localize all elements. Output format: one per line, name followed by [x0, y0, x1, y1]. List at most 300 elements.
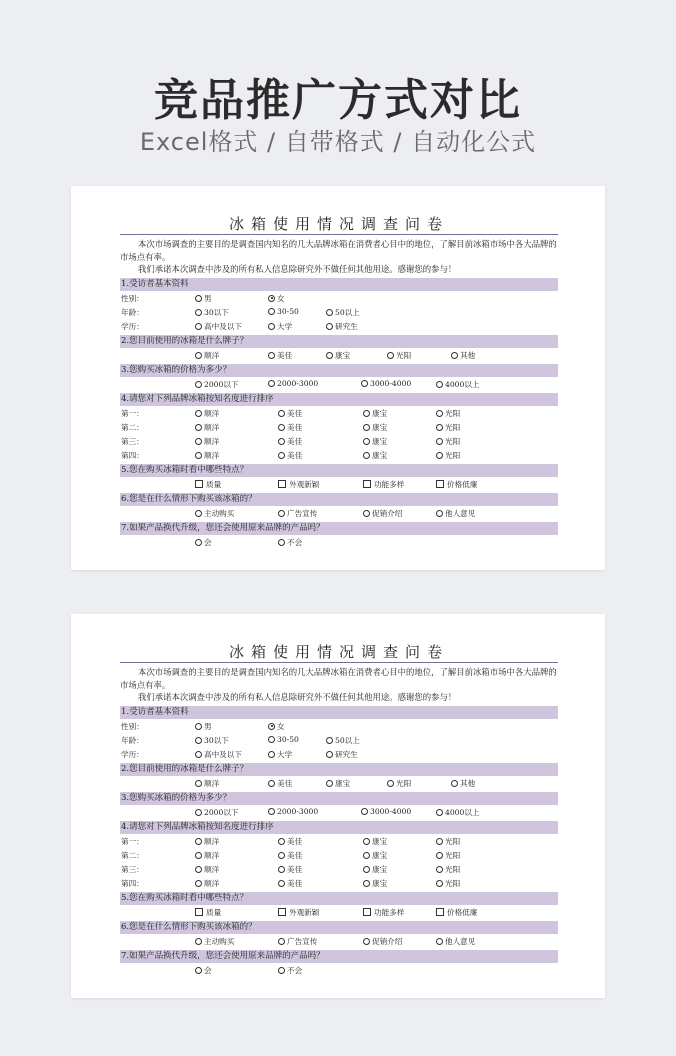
radio-icon[interactable] — [451, 352, 458, 359]
option-label: 美佳 — [287, 836, 303, 846]
option-label: 2000-3000 — [277, 806, 319, 816]
context-option-4[interactable] — [436, 508, 475, 519]
option-label: 价格低廉 — [447, 907, 478, 917]
option-label: 康宝 — [335, 350, 351, 360]
radio-icon[interactable] — [436, 438, 443, 445]
gender-female-option[interactable] — [268, 721, 285, 732]
radio-icon[interactable] — [195, 838, 202, 845]
price-option-3[interactable] — [361, 807, 411, 816]
radio-icon[interactable] — [268, 736, 275, 743]
radio-icon[interactable] — [195, 539, 202, 546]
brand-option-2[interactable] — [268, 350, 292, 361]
price-option-4[interactable] — [436, 379, 480, 390]
brand-option-1[interactable] — [195, 778, 219, 789]
radio-icon[interactable] — [195, 880, 202, 887]
rank-option[interactable] — [363, 408, 387, 419]
option-label: 顺洋 — [204, 436, 220, 446]
radio-icon[interactable] — [278, 852, 285, 859]
radio-icon[interactable] — [363, 424, 370, 431]
price-option-3[interactable] — [361, 379, 411, 388]
option-label: 男 — [204, 721, 212, 731]
option-label: 4000以上 — [445, 379, 480, 389]
section-header-3: 3.您购买冰箱的价格为多少？ — [120, 792, 558, 805]
rank-option[interactable] — [363, 836, 387, 847]
option-label: 光阳 — [445, 864, 461, 874]
radio-icon[interactable] — [195, 295, 202, 302]
option-label: 康宝 — [372, 864, 388, 874]
option-label: 30-50 — [277, 734, 299, 744]
context-option-2[interactable] — [278, 508, 317, 519]
rank-label: 第一： — [121, 408, 144, 418]
option-label: 主动购买 — [204, 508, 235, 518]
option-label: 光阳 — [445, 408, 461, 418]
survey-title: 冰箱使用情况调查问卷 — [120, 214, 558, 235]
brand-option-5[interactable] — [451, 778, 475, 789]
checkbox-icon[interactable] — [278, 908, 286, 916]
repurchase-row — [120, 535, 558, 549]
rank-option[interactable] — [436, 878, 460, 889]
radio-icon[interactable] — [436, 866, 443, 873]
repurchase-yes-option[interactable] — [195, 965, 212, 976]
age-option-3[interactable] — [326, 735, 360, 746]
option-label: 光阳 — [445, 422, 461, 432]
radio-icon[interactable] — [268, 323, 275, 330]
radio-icon[interactable] — [326, 309, 333, 316]
rank-label: 第四： — [121, 450, 144, 460]
radio-icon[interactable] — [436, 809, 443, 816]
rank-option[interactable] — [195, 850, 219, 861]
rank-option[interactable] — [363, 450, 387, 461]
radio-icon[interactable] — [278, 866, 285, 873]
radio-icon[interactable] — [195, 352, 202, 359]
option-label: 2000-3000 — [277, 378, 319, 388]
option-label: 美佳 — [287, 450, 303, 460]
rank-row-3 — [120, 434, 558, 448]
age-option-1[interactable] — [195, 307, 229, 318]
gender-male-option[interactable] — [195, 721, 212, 732]
rank-option[interactable] — [278, 836, 302, 847]
rank-option[interactable] — [436, 422, 460, 433]
feature-row — [120, 477, 558, 491]
option-label: 3000-4000 — [370, 806, 412, 816]
option-label: 顺洋 — [204, 778, 220, 788]
age-option-1[interactable] — [195, 735, 229, 746]
radio-icon[interactable] — [195, 938, 202, 945]
rank-option[interactable] — [195, 836, 219, 847]
option-label: 康宝 — [335, 778, 351, 788]
rank-option[interactable] — [195, 450, 219, 461]
brand-row — [120, 776, 558, 790]
repurchase-row — [120, 963, 558, 977]
radio-icon[interactable] — [436, 852, 443, 859]
rank-option[interactable] — [363, 436, 387, 447]
rank-option[interactable] — [195, 436, 219, 447]
option-label: 美佳 — [277, 778, 293, 788]
repurchase-no-option[interactable] — [278, 537, 302, 548]
radio-icon[interactable] — [268, 308, 275, 315]
edu-option-1[interactable] — [195, 749, 242, 760]
option-label: 研究生 — [335, 749, 358, 759]
option-label: 30-50 — [277, 306, 299, 316]
option-label: 不会 — [287, 965, 303, 975]
option-label: 顺洋 — [204, 850, 220, 860]
option-label: 女 — [277, 721, 285, 731]
edu-option-3[interactable] — [326, 749, 358, 760]
radio-icon[interactable] — [195, 809, 202, 816]
intro-paragraph-2: 我们承诺本次调查中涉及的所有私人信息除研究外不做任何其他用途。感谢您的参与！ — [138, 264, 457, 274]
rank-option[interactable] — [278, 408, 302, 419]
option-label: 高中及以下 — [204, 321, 242, 331]
radio-icon[interactable] — [436, 424, 443, 431]
radio-icon[interactable] — [195, 737, 202, 744]
option-label: 2000以下 — [204, 379, 239, 389]
option-label: 不会 — [287, 537, 303, 547]
brand-option-3[interactable] — [326, 778, 350, 789]
option-label: 研究生 — [335, 321, 358, 331]
intro-paragraph-1: 本次市场调查的主要目的是调查国内知名的几大品牌冰箱在消费者心目中的地位，了解目前冰箱市场中各大品牌的市场点有率。 — [120, 667, 557, 690]
section-header-2: 2.您目前使用的冰箱是什么牌子？ — [120, 335, 558, 348]
radio-selected-icon[interactable] — [268, 723, 275, 730]
radio-icon[interactable] — [326, 323, 333, 330]
brand-option-4[interactable] — [387, 778, 411, 789]
section-header-2: 2.您目前使用的冰箱是什么牌子？ — [120, 763, 558, 776]
option-label: 广告宣传 — [287, 936, 318, 946]
option-label: 顺洋 — [204, 408, 220, 418]
option-label: 美佳 — [287, 864, 303, 874]
radio-icon[interactable] — [326, 737, 333, 744]
rank-option[interactable] — [195, 422, 219, 433]
option-label: 美佳 — [287, 850, 303, 860]
option-label: 光阳 — [445, 436, 461, 446]
radio-icon[interactable] — [278, 510, 285, 517]
context-option-3[interactable] — [363, 936, 402, 947]
checkbox-icon[interactable] — [363, 908, 371, 916]
radio-icon[interactable] — [278, 452, 285, 459]
option-label: 美佳 — [287, 878, 303, 888]
feature-row — [120, 905, 558, 919]
option-label: 其他 — [460, 778, 476, 788]
radio-icon[interactable] — [363, 410, 370, 417]
rank-option[interactable] — [436, 408, 460, 419]
section-header-4: 4.请您对下列品牌冰箱按知名度进行排序 — [120, 393, 558, 406]
rank-row-4 — [120, 876, 558, 890]
radio-icon[interactable] — [326, 352, 333, 359]
rank-row-1 — [120, 406, 558, 420]
option-label: 功能多样 — [374, 907, 405, 917]
option-label: 他人意见 — [445, 508, 476, 518]
radio-icon[interactable] — [436, 410, 443, 417]
gender-female-option[interactable] — [268, 293, 285, 304]
option-label: 光阳 — [445, 450, 461, 460]
price-option-2[interactable] — [268, 807, 318, 816]
option-label: 2000以下 — [204, 807, 239, 817]
checkbox-icon[interactable] — [195, 480, 203, 488]
survey-sheet-preview-2 — [71, 614, 605, 998]
option-label: 会 — [204, 965, 212, 975]
edu-option-3[interactable] — [326, 321, 358, 332]
rank-option[interactable] — [195, 864, 219, 875]
radio-icon[interactable] — [363, 438, 370, 445]
radio-icon[interactable] — [195, 723, 202, 730]
context-option-1[interactable] — [195, 936, 234, 947]
radio-icon[interactable] — [363, 852, 370, 859]
radio-icon[interactable] — [361, 380, 368, 387]
hero-subtitle: Excel格式 / 自带格式 / 自动化公式 — [139, 128, 537, 156]
gender-male-option[interactable] — [195, 293, 212, 304]
section-header-5: 5.您在购买冰箱时看中哪些特点？ — [120, 892, 558, 905]
section-header-3: 3.您购买冰箱的价格为多少？ — [120, 364, 558, 377]
radio-icon[interactable] — [363, 452, 370, 459]
rank-option[interactable] — [195, 878, 219, 889]
brand-option-1[interactable] — [195, 350, 219, 361]
radio-icon[interactable] — [195, 780, 202, 787]
radio-icon[interactable] — [268, 808, 275, 815]
section-header-7: 7.如果产品换代升级，您还会使用原来品牌的产品吗？ — [120, 950, 558, 963]
section-header-4: 4.请您对下列品牌冰箱按知名度进行排序 — [120, 821, 558, 834]
price-option-2[interactable] — [268, 379, 318, 388]
option-label: 主动购买 — [204, 936, 235, 946]
survey-form — [120, 214, 558, 549]
option-label: 其他 — [460, 350, 476, 360]
price-option-1[interactable] — [195, 807, 239, 818]
option-label: 光阳 — [396, 350, 412, 360]
option-label: 大学 — [277, 321, 293, 331]
option-label: 康宝 — [372, 836, 388, 846]
radio-selected-icon[interactable] — [268, 295, 275, 302]
option-label: 质量 — [206, 907, 222, 917]
brand-option-5[interactable] — [451, 350, 475, 361]
radio-icon[interactable] — [387, 780, 394, 787]
rank-row-4 — [120, 448, 558, 462]
radio-icon[interactable] — [363, 880, 370, 887]
radio-icon[interactable] — [278, 838, 285, 845]
context-row — [120, 934, 558, 948]
option-label: 顺洋 — [204, 450, 220, 460]
option-label: 康宝 — [372, 850, 388, 860]
rank-row-2 — [120, 420, 558, 434]
section-header-5: 5.您在购买冰箱时看中哪些特点？ — [120, 464, 558, 477]
brand-option-2[interactable] — [268, 778, 292, 789]
radio-icon[interactable] — [363, 866, 370, 873]
radio-icon[interactable] — [278, 880, 285, 887]
age-row — [120, 305, 558, 319]
option-label: 50以上 — [335, 307, 360, 317]
gender-row — [120, 291, 558, 305]
option-label: 功能多样 — [374, 479, 405, 489]
option-label: 促销介绍 — [372, 508, 403, 518]
feature-option-3[interactable] — [363, 907, 404, 918]
radio-icon[interactable] — [363, 510, 370, 517]
gender-label: 性别： — [121, 721, 144, 731]
rank-option[interactable] — [278, 878, 302, 889]
checkbox-icon[interactable] — [363, 480, 371, 488]
context-option-3[interactable] — [363, 508, 402, 519]
option-label: 促销介绍 — [372, 936, 403, 946]
option-label: 美佳 — [287, 422, 303, 432]
option-label: 男 — [204, 293, 212, 303]
brand-option-4[interactable] — [387, 350, 411, 361]
radio-icon[interactable] — [195, 866, 202, 873]
radio-icon[interactable] — [436, 938, 443, 945]
education-label: 学历： — [121, 749, 144, 759]
radio-icon[interactable] — [278, 967, 285, 974]
hero-title: 竞品推广方式对比 — [154, 75, 522, 126]
rank-option[interactable] — [278, 436, 302, 447]
checkbox-icon[interactable] — [436, 908, 444, 916]
option-label: 光阳 — [445, 878, 461, 888]
option-label: 顺洋 — [204, 836, 220, 846]
checkbox-icon[interactable] — [436, 480, 444, 488]
feature-option-4[interactable] — [436, 907, 477, 918]
context-row — [120, 506, 558, 520]
context-option-4[interactable] — [436, 936, 475, 947]
feature-option-2[interactable] — [278, 907, 319, 918]
education-row — [120, 319, 558, 333]
option-label: 美佳 — [277, 350, 293, 360]
age-label: 年龄： — [121, 735, 144, 745]
edu-option-1[interactable] — [195, 321, 242, 332]
option-label: 高中及以下 — [204, 749, 242, 759]
feature-option-3[interactable] — [363, 479, 404, 490]
intro-paragraph-1: 本次市场调查的主要目的是调查国内知名的几大品牌冰箱在消费者心目中的地位，了解目前冰箱市场中各大品牌的市场点有率。 — [120, 239, 557, 262]
age-option-2[interactable] — [268, 307, 299, 316]
radio-icon[interactable] — [268, 780, 275, 787]
radio-icon[interactable] — [278, 438, 285, 445]
option-label: 顺洋 — [204, 422, 220, 432]
option-label: 3000-4000 — [370, 378, 412, 388]
rank-option[interactable] — [436, 864, 460, 875]
rank-option[interactable] — [363, 878, 387, 889]
rank-option[interactable] — [436, 836, 460, 847]
radio-icon[interactable] — [195, 438, 202, 445]
option-label: 会 — [204, 537, 212, 547]
radio-icon[interactable] — [436, 838, 443, 845]
age-option-3[interactable] — [326, 307, 360, 318]
radio-icon[interactable] — [195, 967, 202, 974]
education-row — [120, 747, 558, 761]
option-label: 光阳 — [445, 850, 461, 860]
rank-option[interactable] — [436, 436, 460, 447]
rank-row-2 — [120, 848, 558, 862]
option-label: 50以上 — [335, 735, 360, 745]
radio-icon[interactable] — [195, 852, 202, 859]
feature-option-2[interactable] — [278, 479, 319, 490]
option-label: 30以下 — [204, 307, 229, 317]
option-label: 顺洋 — [204, 864, 220, 874]
radio-icon[interactable] — [195, 381, 202, 388]
radio-icon[interactable] — [436, 510, 443, 517]
edu-option-2[interactable] — [268, 749, 292, 760]
radio-icon[interactable] — [195, 323, 202, 330]
education-label: 学历： — [121, 321, 144, 331]
repurchase-no-option[interactable] — [278, 965, 302, 976]
survey-intro — [120, 666, 558, 704]
radio-icon[interactable] — [268, 352, 275, 359]
rank-option[interactable] — [278, 422, 302, 433]
radio-icon[interactable] — [436, 880, 443, 887]
survey-title: 冰箱使用情况调查问卷 — [120, 642, 558, 663]
option-label: 顺洋 — [204, 878, 220, 888]
rank-option[interactable] — [363, 864, 387, 875]
age-row — [120, 733, 558, 747]
option-label: 外观新颖 — [289, 479, 320, 489]
rank-option[interactable] — [436, 850, 460, 861]
option-label: 女 — [277, 293, 285, 303]
checkbox-icon[interactable] — [278, 480, 286, 488]
price-row — [120, 805, 558, 819]
rank-option[interactable] — [278, 864, 302, 875]
radio-icon[interactable] — [195, 510, 202, 517]
feature-option-1[interactable] — [195, 479, 221, 490]
radio-icon[interactable] — [268, 380, 275, 387]
rank-label: 第二： — [121, 422, 144, 432]
radio-icon[interactable] — [278, 938, 285, 945]
radio-icon[interactable] — [195, 452, 202, 459]
rank-option[interactable] — [278, 850, 302, 861]
brand-option-3[interactable] — [326, 350, 350, 361]
option-label: 康宝 — [372, 878, 388, 888]
radio-icon[interactable] — [195, 309, 202, 316]
feature-option-4[interactable] — [436, 479, 477, 490]
option-label: 美佳 — [287, 436, 303, 446]
section-header-1: 1.受访者基本资料 — [120, 278, 558, 291]
rank-option[interactable] — [278, 450, 302, 461]
radio-icon[interactable] — [278, 410, 285, 417]
rank-option[interactable] — [363, 850, 387, 861]
option-label: 顺洋 — [204, 350, 220, 360]
feature-option-1[interactable] — [195, 907, 221, 918]
radio-icon[interactable] — [326, 751, 333, 758]
survey-sheet-preview-1 — [71, 186, 605, 570]
radio-icon[interactable] — [278, 539, 285, 546]
survey-form — [120, 642, 558, 977]
radio-icon[interactable] — [451, 780, 458, 787]
radio-icon[interactable] — [387, 352, 394, 359]
radio-icon[interactable] — [278, 424, 285, 431]
radio-icon[interactable] — [326, 780, 333, 787]
gender-label: 性别： — [121, 293, 144, 303]
rank-option[interactable] — [195, 408, 219, 419]
repurchase-yes-option[interactable] — [195, 537, 212, 548]
rank-option[interactable] — [363, 422, 387, 433]
section-header-1: 1.受访者基本资料 — [120, 706, 558, 719]
radio-icon[interactable] — [436, 381, 443, 388]
radio-icon[interactable] — [361, 808, 368, 815]
option-label: 价格低廉 — [447, 479, 478, 489]
price-option-1[interactable] — [195, 379, 239, 390]
price-option-4[interactable] — [436, 807, 480, 818]
radio-icon[interactable] — [363, 838, 370, 845]
age-option-2[interactable] — [268, 735, 299, 744]
option-label: 光阳 — [445, 836, 461, 846]
edu-option-2[interactable] — [268, 321, 292, 332]
option-label: 广告宣传 — [287, 508, 318, 518]
option-label: 他人意见 — [445, 936, 476, 946]
radio-icon[interactable] — [195, 410, 202, 417]
radio-icon[interactable] — [436, 452, 443, 459]
context-option-2[interactable] — [278, 936, 317, 947]
checkbox-icon[interactable] — [195, 908, 203, 916]
radio-icon[interactable] — [195, 751, 202, 758]
radio-icon[interactable] — [268, 751, 275, 758]
radio-icon[interactable] — [363, 938, 370, 945]
option-label: 4000以上 — [445, 807, 480, 817]
context-option-1[interactable] — [195, 508, 234, 519]
section-header-6: 6.您是在什么情形下购买该冰箱的？ — [120, 493, 558, 506]
rank-option[interactable] — [436, 450, 460, 461]
intro-paragraph-2: 我们承诺本次调查中涉及的所有私人信息除研究外不做任何其他用途。感谢您的参与！ — [138, 692, 457, 702]
radio-icon[interactable] — [195, 424, 202, 431]
